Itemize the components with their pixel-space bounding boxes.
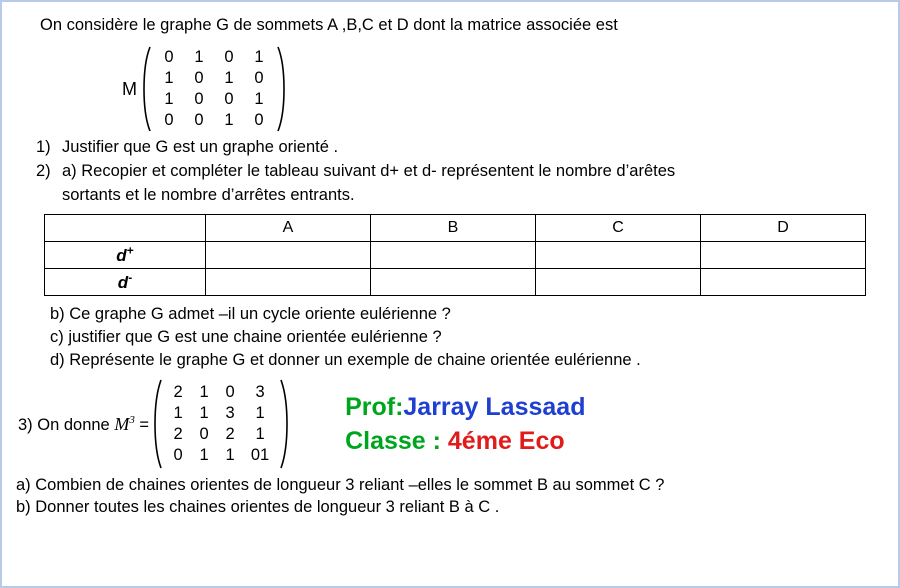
m3-cell: 1 xyxy=(173,404,183,422)
m3-lead: 3) On donne $M^3$ = xyxy=(18,413,150,434)
annotation-prof-label: Prof: xyxy=(345,392,404,421)
m3-cell: 1 xyxy=(199,383,209,401)
table-cell[interactable] xyxy=(371,242,536,269)
matrix-cell: 0 xyxy=(194,90,204,108)
table-header-c: C xyxy=(536,215,701,242)
matrix-m-block xyxy=(122,45,888,133)
sub-question-b: b) Ce graphe G admet –il un cycle oriente eulérienne ? xyxy=(50,305,451,323)
matrix-cell: 1 xyxy=(224,69,234,87)
table-cell[interactable] xyxy=(701,269,866,296)
question-2 xyxy=(36,162,888,181)
table-cell[interactable] xyxy=(371,269,536,296)
m3-cell: 2 xyxy=(173,425,183,443)
tail-questions xyxy=(16,476,888,517)
matrix-cell: 0 xyxy=(194,69,204,87)
dplus-label: d+ xyxy=(116,243,134,266)
question-1 xyxy=(36,138,888,157)
table-header-row xyxy=(45,215,866,242)
sub-questions xyxy=(50,305,888,370)
matrix-cell: 1 xyxy=(194,48,204,66)
matrix-cell: 1 xyxy=(164,90,174,108)
m3-grid xyxy=(163,380,279,468)
question-2-continued xyxy=(36,186,888,205)
matrix-cell: 0 xyxy=(194,111,204,129)
question-2-cont-text: sortants et le nombre d’arrêtes entrants. xyxy=(62,186,355,204)
question-2-number: 2) xyxy=(36,162,51,180)
matrix-cell: 0 xyxy=(224,90,234,108)
m3-cell: 01 xyxy=(250,446,270,464)
question-1-text: Justifier que G est un graphe orienté . xyxy=(62,138,339,156)
m3-cell: 0 xyxy=(199,425,209,443)
table-row xyxy=(45,242,866,269)
dminus-label: d- xyxy=(117,270,133,293)
matrix-cell: 0 xyxy=(164,48,174,66)
question-2-text: a) Recopier et compléter le tableau suivant d+ et d- représentent le nombre d’arêtes xyxy=(62,162,676,180)
m3-block xyxy=(12,378,888,470)
question-1-number: 1) xyxy=(36,138,51,156)
m3-right-paren xyxy=(279,378,293,470)
m3-cell: 0 xyxy=(225,383,235,401)
matrix-cell: 1 xyxy=(254,48,264,66)
annotation-classe-value: 4éme Eco xyxy=(447,427,565,455)
m3-cell: 3 xyxy=(255,383,265,401)
matrix-m-label: M xyxy=(122,78,137,99)
m3-cell: 0 xyxy=(173,446,183,464)
annotation-line-2 xyxy=(345,425,585,458)
degrees-table xyxy=(44,214,866,296)
matrix-cell: 1 xyxy=(164,69,174,87)
table-header-a: A xyxy=(206,215,371,242)
m3-cell: 1 xyxy=(199,404,209,422)
m3-cell: 1 xyxy=(255,425,265,443)
matrix-cell: 1 xyxy=(224,111,234,129)
table-cell[interactable] xyxy=(536,242,701,269)
m3-left-paren xyxy=(149,378,163,470)
question-2-cont-number xyxy=(36,186,62,205)
matrix-cell: 0 xyxy=(164,111,174,129)
m3-cell: 1 xyxy=(199,446,209,464)
matrix-m-grid xyxy=(152,45,276,133)
row-label-dminus xyxy=(45,269,206,296)
matrix-cell: 0 xyxy=(254,111,264,129)
sub-question-d: d) Représente le graphe G et donner un exemple de chaine orientée eulérienne . xyxy=(50,351,641,369)
table-cell[interactable] xyxy=(536,269,701,296)
table-row xyxy=(45,269,866,296)
m3-cell: 2 xyxy=(225,425,235,443)
m3-cell: 2 xyxy=(173,383,183,401)
tail-question-b: b) Donner toutes les chaines orientes de longueur 3 reliant B à C . xyxy=(16,498,500,516)
matrix-left-paren xyxy=(138,45,152,133)
table-header-d: D xyxy=(701,215,866,242)
row-label-dplus xyxy=(45,242,206,269)
teacher-annotation xyxy=(345,391,585,458)
table-cell[interactable] xyxy=(206,269,371,296)
annotation-prof-name: Jarray Lassaad xyxy=(403,392,586,421)
m3-cell: 3 xyxy=(225,404,235,422)
m3-cell: 1 xyxy=(255,404,265,422)
table-header-corner xyxy=(45,215,206,242)
matrix-cell: 0 xyxy=(254,69,264,87)
table-header-b: B xyxy=(371,215,536,242)
annotation-classe-label: Classe : xyxy=(345,427,448,455)
table-cell[interactable] xyxy=(701,242,866,269)
matrix-cell: 0 xyxy=(224,48,234,66)
matrix-right-paren xyxy=(276,45,290,133)
table-cell[interactable] xyxy=(206,242,371,269)
intro-text: On considère le graphe G de sommets A ,B,C et D dont la matrice associée est xyxy=(40,16,618,34)
tail-question-a: a) Combien de chaines orientes de longueur 3 reliant –elles le sommet B au sommet C ? xyxy=(16,476,665,494)
sub-question-c: c) justifier que G est une chaine orientée eulérienne ? xyxy=(50,328,442,346)
m3-cell: 1 xyxy=(225,446,235,464)
annotation-line-1 xyxy=(345,391,585,424)
matrix-cell: 1 xyxy=(254,90,264,108)
m3-symbol: $M^3$ xyxy=(114,413,135,434)
